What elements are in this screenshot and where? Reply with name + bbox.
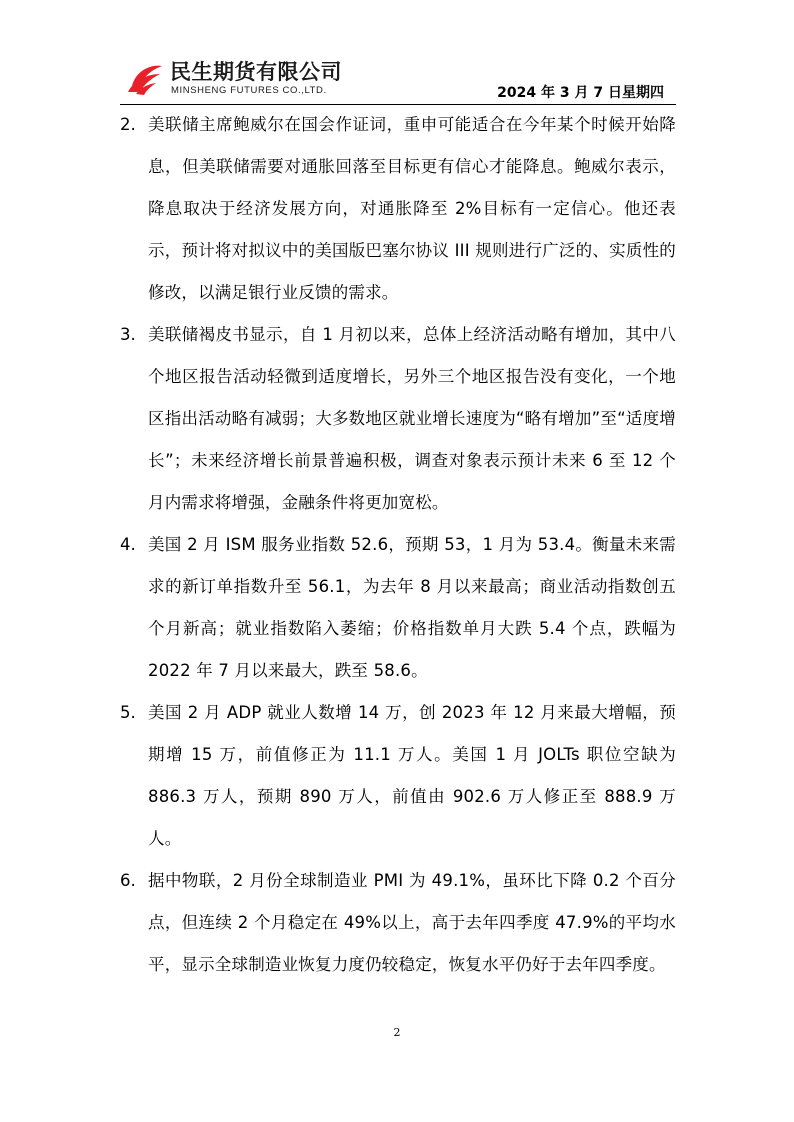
- item-number: 5.: [120, 703, 136, 722]
- list-item: [120, 692, 676, 860]
- item-number: 6.: [120, 871, 136, 890]
- logo-chinese-name: 民生期货有限公司: [170, 60, 342, 84]
- item-number: 3.: [120, 325, 136, 344]
- item-number: 2.: [120, 115, 136, 134]
- list-item: [120, 860, 676, 986]
- item-text: 据中物联，2 月份全球制造业 PMI 为 49.1%，虽环比下降 0.2 个百分点，但连续 2 个月稳定在 49%以上，高于去年四季度 47.9%的平均水平，显示全球制造业恢复力度仍较稳定，恢复水平仍好于去年四季度。: [148, 871, 676, 974]
- list-item: [120, 314, 676, 524]
- item-text: 美国 2 月 ISM 服务业指数 52.6，预期 53，1 月为 53.4。衡量未来需求的新订单指数升至 56.1，为去年 8 月以来最高；商业活动指数创五个月新高；就业指数陷入萎缩；价格指数单月大跌 5.4 个点，跌幅为 2022 年 7 月以来最大，跌至 58.6。: [148, 535, 676, 680]
- logo-english-name: MINSHENG FUTURES CO.,LTD.: [171, 85, 327, 96]
- item-number: 4.: [120, 535, 136, 554]
- page-number: 2: [393, 1026, 401, 1039]
- news-list: [120, 104, 676, 986]
- minsheng-logo-icon: [126, 60, 164, 96]
- company-logo: [126, 56, 366, 100]
- item-text: 美联储褐皮书显示，自 1 月初以来，总体上经济活动略有增加，其中八个地区报告活动轻微到适度增长，另外三个地区报告没有变化，一个地区指出活动略有减弱；大多数地区就业增长速度为“略有增加”至“适度增长”；未来经济增长前景普遍积极，调查对象表示预计未来 6 至 12 个月内需求将增强，金融条件将更加宽松。: [148, 325, 676, 512]
- list-item: [120, 524, 676, 692]
- list-item: [120, 104, 676, 314]
- report-date: 2024 年 3 月 7 日星期四: [497, 85, 664, 101]
- item-text: 美国 2 月 ADP 就业人数增 14 万，创 2023 年 12 月来最大增幅，预期增 15 万，前值修正为 11.1 万人。美国 1 月 JOLTs 职位空缺为 886.3 万人，预期 890 万人，前值由 902.6 万人修正至 888.9 万人。: [148, 703, 676, 848]
- item-text: 美联储主席鲍威尔在国会作证词，重申可能适合在今年某个时候开始降息，但美联储需要对通胀回落至目标更有信心才能降息。鲍威尔表示，降息取决于经济发展方向，对通胀降至 2%目标有一定信心。他还表示，预计将对拟议中的美国版巴塞尔协议 III 规则进行广泛的、实质性的修改，以满足银行业反馈的需求。: [148, 115, 676, 302]
- page-header: [120, 52, 676, 105]
